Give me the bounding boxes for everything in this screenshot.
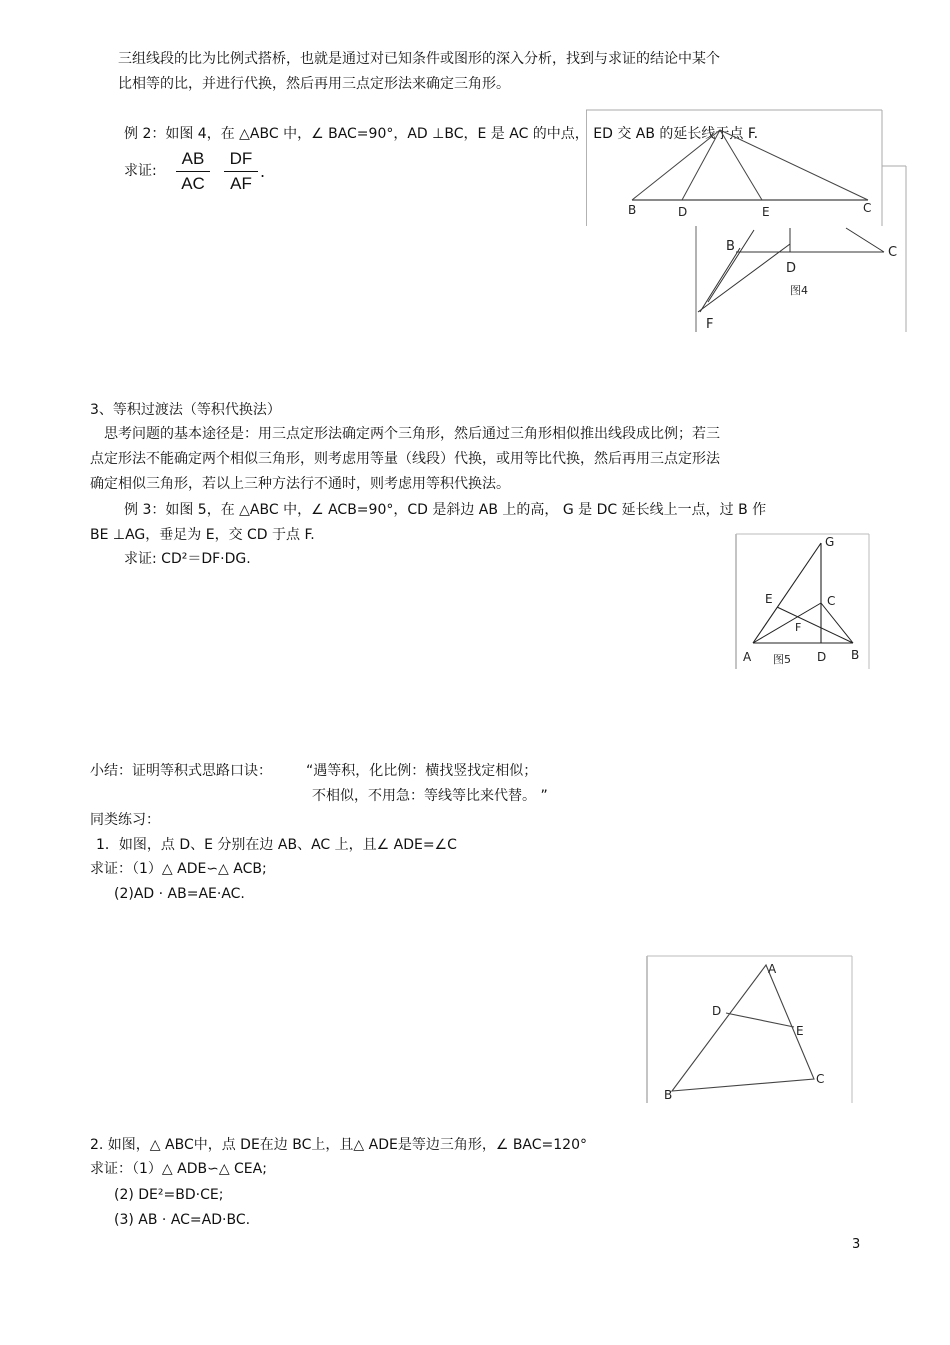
example3-line-2: BE ⊥AG，垂足为 E，交 CD 于点 F. [90, 527, 315, 543]
example3-line-1: 例 3：如图 5，在 △ABC 中，∠ ACB=90°，CD 是斜边 AB 上的高， G 是 DC 延长线上一点，过 B 作 [124, 502, 767, 518]
label-f: F [706, 317, 714, 332]
section3-para-1: 思考问题的基本途径是：用三点定形法确定两个三角形，然后通过三角形相似推出线段成比例；若三 [104, 426, 720, 442]
line-be [777, 607, 853, 643]
label-g: G [825, 535, 835, 549]
example2-statement: 例 2：如图 4，在 △ABC 中，∠ BAC=90°，AD ⊥BC，E 是 AC 的中点， ED 交 AB 的延长线于点 F. [124, 126, 759, 142]
fraction-period: . [260, 162, 266, 181]
label-a: A [768, 962, 777, 976]
intro-line-2: 比相等的比，并进行代换，然后再用三点定形法来确定三角形。 [118, 76, 510, 92]
figure-caption: 图5 [773, 653, 791, 666]
label-b: B [664, 1088, 673, 1102]
figure-5 [735, 533, 871, 670]
label-e: E [796, 1024, 804, 1038]
section3-heading: 3、等积过渡法（等积代换法） [90, 402, 281, 418]
label-c: C [827, 594, 836, 608]
q2-proof-1: 求证：（1）△ ADB∽△ CEA; [90, 1161, 267, 1177]
line-bf [700, 248, 740, 312]
page-number: 3 [852, 1237, 861, 1252]
label-c: C [863, 201, 872, 215]
label-a: A [743, 650, 752, 664]
example3-prove: 求证: CD²＝DF·DG. [124, 551, 251, 567]
q2-proof-2: (2) DE²=BD·CE; [114, 1187, 224, 1203]
segment-c [846, 228, 884, 252]
triangle-abc [672, 965, 814, 1091]
q1-proof-1: 求证：（1）△ ADE∽△ ACB; [90, 861, 267, 877]
label-c: C [816, 1072, 825, 1086]
label-b: B [628, 203, 637, 217]
label-e: E [762, 205, 770, 219]
label-b: B [851, 648, 860, 662]
label-f: F [795, 621, 802, 634]
fraction-denominator: AF [230, 174, 252, 193]
q2-proof-3: (3) AB · AC=AD·BC. [114, 1212, 251, 1228]
q1-statement: 1．如图，点 D、E 分别在边 AB、AC 上，且∠ ADE=∠C [96, 837, 457, 853]
fraction-numerator: AB [176, 149, 210, 172]
summary-line-2: 不相似，不用急：等线等比来代替。 ” [312, 788, 548, 804]
section3-para-2: 点定形法不能确定两个相似三角形，则考虑用等量（线段）代换，或用等比代换，然后再用三点定形法 [90, 451, 720, 467]
fraction-denominator: AC [181, 174, 205, 193]
summary-label: 小结：证明等积式思路口诀： [90, 763, 272, 779]
practice-heading: 同类练习： [90, 812, 160, 828]
q1-proof-2: (2)AD · AB=AE·AC. [114, 886, 245, 902]
label-c: C [888, 245, 898, 260]
fraction-numerator: DF [224, 149, 258, 172]
fraction-ab-ac [176, 149, 210, 194]
figure-4-bottom [694, 162, 910, 334]
line-ag [753, 543, 821, 643]
segment-de [726, 1013, 794, 1027]
q1-figure [646, 955, 854, 1104]
label-e: E [765, 592, 773, 606]
label-d: D [817, 650, 827, 664]
fraction-df-af [224, 149, 258, 194]
summary-line-1: “遇等积，化比例：横找竖找定相似； [306, 763, 538, 779]
label-b: B [726, 239, 735, 254]
side-cb [821, 603, 853, 643]
q2-statement: 2. 如图，△ ABC中，点 DE在边 BC上，且△ ADE是等边三角形，∠ BAC=120° [90, 1137, 587, 1153]
intro-line-1: 三组线段的比为比例式搭桥，也就是通过对已知条件或图形的深入分析，找到与求证的结论中某个 [118, 51, 720, 67]
figure-caption: 图4 [790, 284, 808, 297]
line-df [698, 244, 790, 312]
section3-para-3: 确定相似三角形，若以上三种方法行不通时，则考虑用等积代换法。 [90, 476, 510, 492]
example2-prove-label: 求证: [124, 163, 157, 179]
label-d: D [678, 205, 688, 219]
label-d: D [712, 1004, 722, 1018]
label-d: D [786, 261, 797, 276]
